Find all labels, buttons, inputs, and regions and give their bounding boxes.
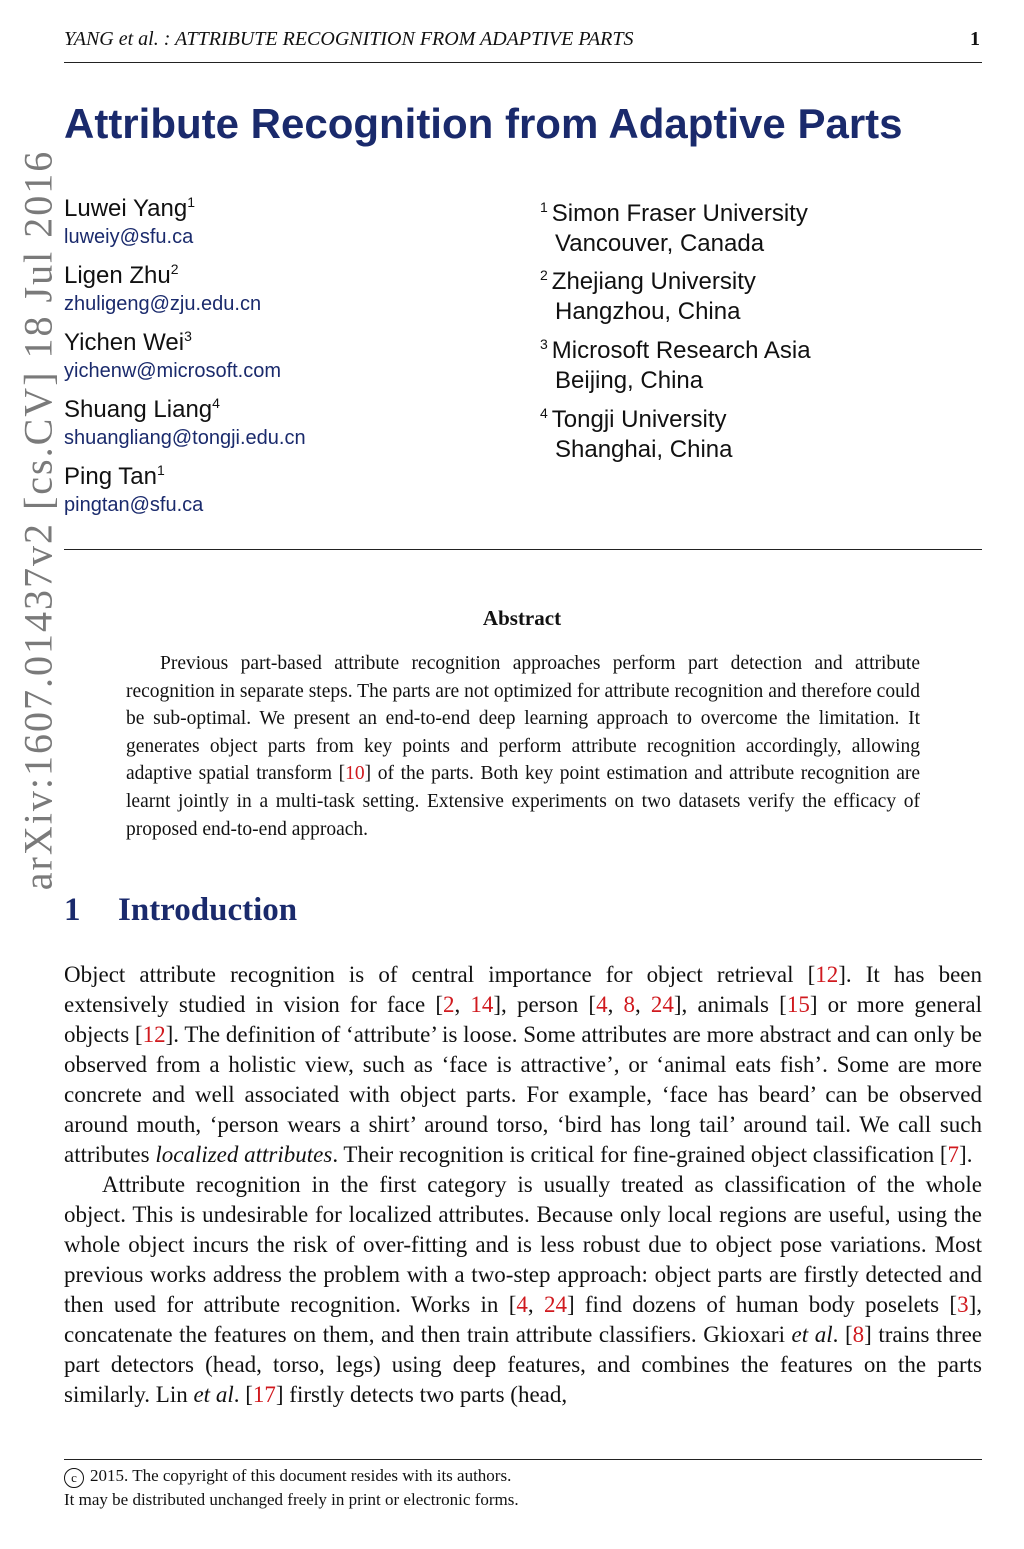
author-email-link[interactable]: luweiy@sfu.ca <box>64 226 194 248</box>
citation-link[interactable]: 4 <box>596 992 608 1017</box>
author-name: Yichen Wei$^3$ <box>64 328 192 356</box>
author-email-link[interactable]: yichenw@microsoft.com <box>64 360 282 382</box>
citation-link[interactable]: 12 <box>815 962 839 987</box>
citation-link[interactable]: 24 <box>650 992 674 1017</box>
citation-link[interactable]: 17 <box>252 1382 276 1407</box>
abstract-heading: Abstract <box>482 606 562 630</box>
author-email-link[interactable]: pingtan@sfu.ca <box>64 494 204 516</box>
paragraph: Attribute recognition in the first category is usually treated as classification of the whole object. This is undesirable for localized attributes. Because only local regions are useful, using the whole object incurs the risk of over-fitting and is less robust due to object pose variations. Most previous works address the problem with a two-step approach: object parts are firstly detected and then used for attribute recognition. Works in [4, 24] find dozens of human body poselets [3], concatenate the features on them, and then train attribute classifiers. Gkioxari et al. [8] trains three part detectors (head, torso, legs) using deep features, and combines the features on the parts similarly. Lin et al. [17] firstly detects two parts (head, <box>64 1172 983 1407</box>
affiliation: $^1$ Simon Fraser University Vancouver, Canada <box>540 199 808 257</box>
abstract-body: Previous part-based attribute recognition approaches perform part detection and attribute recognition in separate steps. The parts are not optimized for attribute recognition and therefore could be sub-optimal. We present an end-to-end deep learning approach to overcome the limitation. It generates object parts from key points and perform attribute recognition accordingly, allowing adaptive spatial transform [10] of the parts. Both key point estimation and attribute recognition are learnt jointly in a multi-task setting. Extensive experiments on two datasets verify the efficacy of proposed end-to-end approach. <box>126 653 920 840</box>
header-rule <box>64 62 982 63</box>
affiliation: $^4$ Tongji University Shanghai, China <box>540 405 733 463</box>
author-name: Ping Tan$^1$ <box>64 462 165 490</box>
citation-link[interactable]: 10 <box>345 763 365 785</box>
paper-title: Attribute Recognition from Adaptive Parts <box>64 100 903 147</box>
citation-link[interactable]: 12 <box>142 1022 166 1047</box>
title-block-rule <box>64 549 982 550</box>
citation-link[interactable]: 24 <box>543 1292 567 1317</box>
paragraph: Object attribute recognition is of central importance for object retrieval [12]. It has been extensively studied in vision for face [2, 14], person [4, 8, 24], animals [15] or more general objects [12]. The definition of ‘attribute’ is loose. Some attributes are more abstract and can only be observed from a holistic view, such as ‘face is attractive’, or ‘animal eats fish’. Some are more concrete and well associated with object parts. For example, ‘face has beard’ can be observed around mouth, ‘person wears a shirt’ around torso, ‘bird has long tail’ around tail. We call such attributes localized attributes. Their recognition is critical for fine-grained object classification [7]. <box>64 962 983 1167</box>
citation-link[interactable]: 4 <box>516 1292 528 1317</box>
arxiv-stamp-text: arXiv:1607.01437v2 [cs.CV] 18 Jul 2016 <box>15 149 61 891</box>
running-title: YANG et al. : ATTRIBUTE RECOGNITION FROM ADAPTIVE PARTS <box>64 28 634 50</box>
author-name: Luwei Yang$^1$ <box>64 194 196 222</box>
copyright-icon: c <box>64 1468 84 1488</box>
section-heading: 1 Introduction <box>64 892 298 928</box>
citation-link[interactable]: 7 <box>947 1142 960 1167</box>
citation-link[interactable]: 8 <box>852 1322 865 1347</box>
citation-link[interactable]: 15 <box>786 992 810 1017</box>
page-number: 1 <box>970 28 980 50</box>
footnote-rule <box>64 1459 982 1460</box>
citation-link[interactable]: 3 <box>957 1292 969 1317</box>
author-name: Shuang Liang$^4$ <box>64 395 220 423</box>
copyright-footnote: c 2015. The copyright of this document resides with its authors. It may be distributed unchanged freely in print or electronic forms. <box>64 1466 519 1509</box>
citation-link[interactable]: 14 <box>470 992 494 1017</box>
author-email-link[interactable]: shuangliang@tongji.edu.cn <box>64 427 306 449</box>
author-email-link[interactable]: zhuligeng@zju.edu.cn <box>64 293 262 315</box>
affiliation: $^2$ Zhejiang University Hangzhou, China <box>540 267 756 325</box>
body-text <box>64 960 982 1410</box>
citation-link[interactable]: 8 <box>623 992 635 1017</box>
author-name: Ligen Zhu$^2$ <box>64 261 179 289</box>
affiliation: $^3$ Microsoft Research Asia Beijing, China <box>540 336 811 394</box>
citation-link[interactable]: 2 <box>442 992 455 1017</box>
